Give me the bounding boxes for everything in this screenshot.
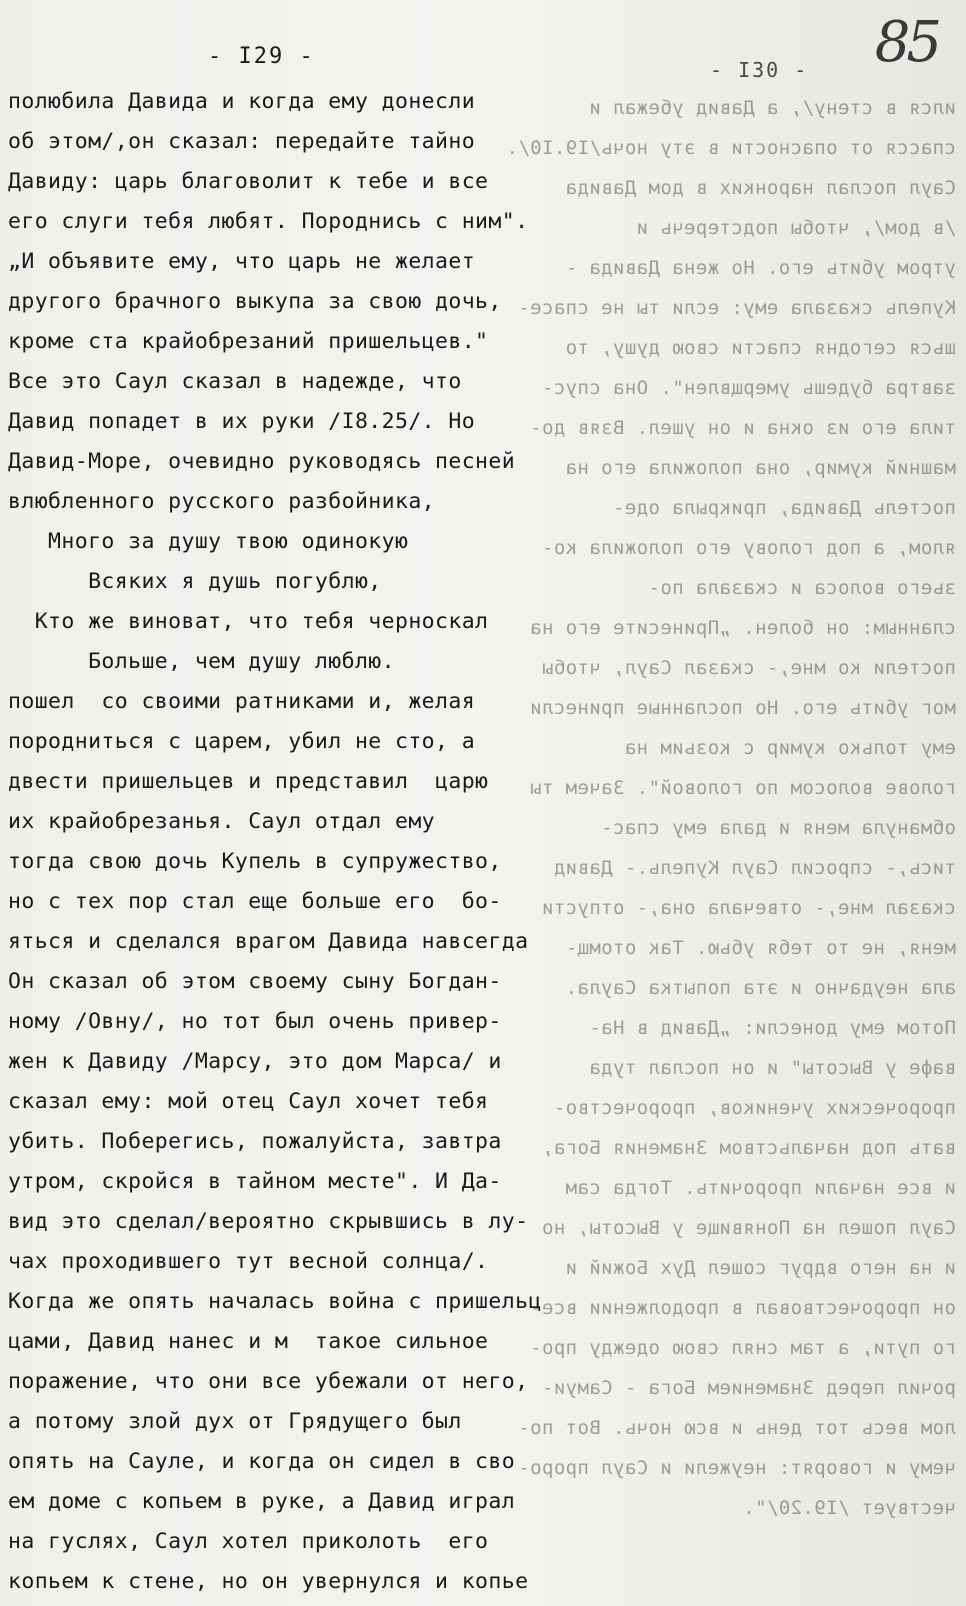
text-line: машний кумир, она положила его на — [565, 457, 956, 479]
text-line: тила его из окна и он ушел. Взяв до- — [529, 417, 956, 439]
text-line: лом весь тот день и всю ночь. Вот по- — [517, 1417, 956, 1439]
text-line: Давид-Море, очевидно руководясь песней — [8, 449, 516, 474]
right-page-bleed-through — [500, 0, 966, 1606]
text-line: Потом ему донесли: „Давид в На- — [588, 1017, 956, 1039]
text-line: сказал мне,- отвечала она,- отпусти — [541, 897, 956, 919]
text-line: зьего волоса и сказала по- — [648, 577, 956, 599]
text-line: утром убить его. Но жена Давида - — [565, 257, 956, 279]
text-line: Саул пошел на Понявище у Высоты, но — [541, 1217, 956, 1239]
text-line: Когда же опять началась война с пришельц — [8, 1289, 542, 1314]
text-line: двести пришельцев и представил царю — [8, 769, 489, 794]
text-line: обманула меня и дала ему спас- — [600, 817, 956, 839]
text-line: тись,- спросил Саул Купель.- Давид — [553, 857, 956, 879]
text-line: чах проходившего тут весной солнца/. — [8, 1249, 489, 1274]
right-page-number: - I30 - — [710, 58, 809, 82]
text-line: он пророчествовал в продолжении все- — [529, 1297, 956, 1319]
text-line: об этом/,он сказал: передайте тайно — [8, 129, 476, 154]
text-line: на гуслях, Саул хотел приколоть его — [8, 1529, 489, 1554]
text-line: спасся от опасности в эту ночь/I9.I0/. — [506, 137, 956, 159]
text-line: Всяких я душь погублю, — [8, 569, 382, 594]
folio-number: 85 — [874, 10, 938, 75]
text-line: постели ко мне,- сказал Саул, чтобы — [541, 657, 956, 679]
text-line: другого брачного выкупа за свою дочь, — [8, 289, 502, 314]
text-line: Больше, чем душу люблю. — [8, 649, 395, 674]
text-line: яться и сделался врагом Давида навсегда — [8, 929, 529, 954]
text-line: ялом, а под голову его положила ко- — [541, 537, 956, 559]
text-line: полюбила Давида и когда ему донесли — [8, 89, 476, 114]
text-line: породниться с царем, убил не сто, а — [8, 729, 476, 754]
text-line: рочил перед Знамением Бога - Самуи- — [541, 1377, 956, 1399]
text-line: Саул послал наронких в дом Давида — [565, 177, 956, 199]
text-line: а потому злой дух от Грядущего был — [8, 1409, 462, 1434]
text-line: но с тех пор стал еще больше его бо- — [8, 889, 502, 914]
text-line: пророческих учеников, пророчество- — [553, 1097, 956, 1119]
text-line: ился в стену/, а Давид убежал и — [588, 97, 956, 119]
text-line: поражение, что они все убежали от него, — [8, 1369, 529, 1394]
left-page-number: - I29 - — [208, 44, 315, 69]
text-line: влюбленного русского разбойника, — [8, 489, 436, 514]
text-line: вид это сделал/вероятно скрывшись в лу- — [8, 1209, 529, 1234]
text-line: чему и говорят: неужели и Саул проро- — [517, 1457, 956, 1479]
text-line: ала неудачно и эта попытка Саула. — [565, 977, 956, 999]
text-line: мог убить его. Но посланные принесли — [529, 697, 956, 719]
text-line: Давиду: царь благоволит к тебе и все — [8, 169, 489, 194]
text-line: Все это Саул сказал в надежде, что — [8, 369, 462, 394]
text-line: Кто же виноват, что тебя черноскал — [8, 609, 489, 634]
text-line: его слуги тебя любят. Породнись с ним". — [8, 209, 529, 234]
text-line: „И объявите ему, что царь не желает — [8, 249, 476, 274]
text-line: утром, скройся в тайном месте". И Да- — [8, 1169, 502, 1194]
text-line: постель Давида, прикрыла оде- — [612, 497, 956, 519]
text-line: кроме ста крайобрезаний пришельцев." — [8, 329, 489, 354]
text-line: Давид попадет в их руки /I8.25/. Но — [8, 409, 476, 434]
text-line: голове волосом по головой". Зачем ты — [529, 777, 956, 799]
text-line: вафе у Высоты" и он послал туда — [588, 1057, 956, 1079]
right-page-mirrored-text — [500, 88, 966, 1528]
text-line: шься сегодня спасти свою душу, то — [565, 337, 956, 359]
text-line: жен к Давиду /Марсу, это дом Марса/ и — [8, 1049, 502, 1074]
text-line: копьем к стене, но он увернулся и копье — [8, 1569, 529, 1594]
text-line: ему только кумир с козьим на — [624, 737, 956, 759]
text-line: ному /Овну/, но тот был очень привер- — [8, 1009, 502, 1034]
text-line: вать под начальством Знамения Бога, — [541, 1137, 956, 1159]
text-line: го пути, а там снял свою одежду про- — [529, 1337, 956, 1359]
text-line: их крайобрезанья. Саул отдал ему — [8, 809, 436, 834]
text-line: чествует /I9.20/". — [742, 1497, 956, 1519]
text-line: цами, Давид нанес и м такое сильное — [8, 1329, 489, 1354]
text-line: пошел со своими ратниками и, желая — [8, 689, 476, 714]
text-line: сказал ему: мой отец Саул хочет тебя — [8, 1089, 489, 1114]
text-line: меня, не то тебя убью. Так отомщ- — [565, 937, 956, 959]
text-line: Много за душу твою одинокую — [8, 529, 409, 554]
text-line: тогда свою дочь Купель в супружество, — [8, 849, 502, 874]
text-line: убить. Поберегись, пожалуйста, завтра — [8, 1129, 502, 1154]
text-line: и все начали пророчить. Тогда сам — [565, 1177, 956, 1199]
text-line: и на него вдруг сошел Дух Божий и — [565, 1257, 956, 1279]
text-line: /в дом/, чтобы подстеречь и — [636, 217, 956, 239]
text-line: опять на Сауле, и когда он сидел в сво — [8, 1449, 516, 1474]
left-page-text — [8, 82, 542, 1602]
text-line: завтра будешь умерщвлен". Она спус- — [541, 377, 956, 399]
text-line: сланным: он болен. „Принесите его на — [529, 617, 956, 639]
text-line: Он сказал об этом своему сыну Богдан- — [8, 969, 502, 994]
text-line: ем доме с копьем в руке, а Давид играл — [8, 1489, 516, 1514]
text-line: Купель сказала ему: если ты не спасе- — [517, 297, 956, 319]
